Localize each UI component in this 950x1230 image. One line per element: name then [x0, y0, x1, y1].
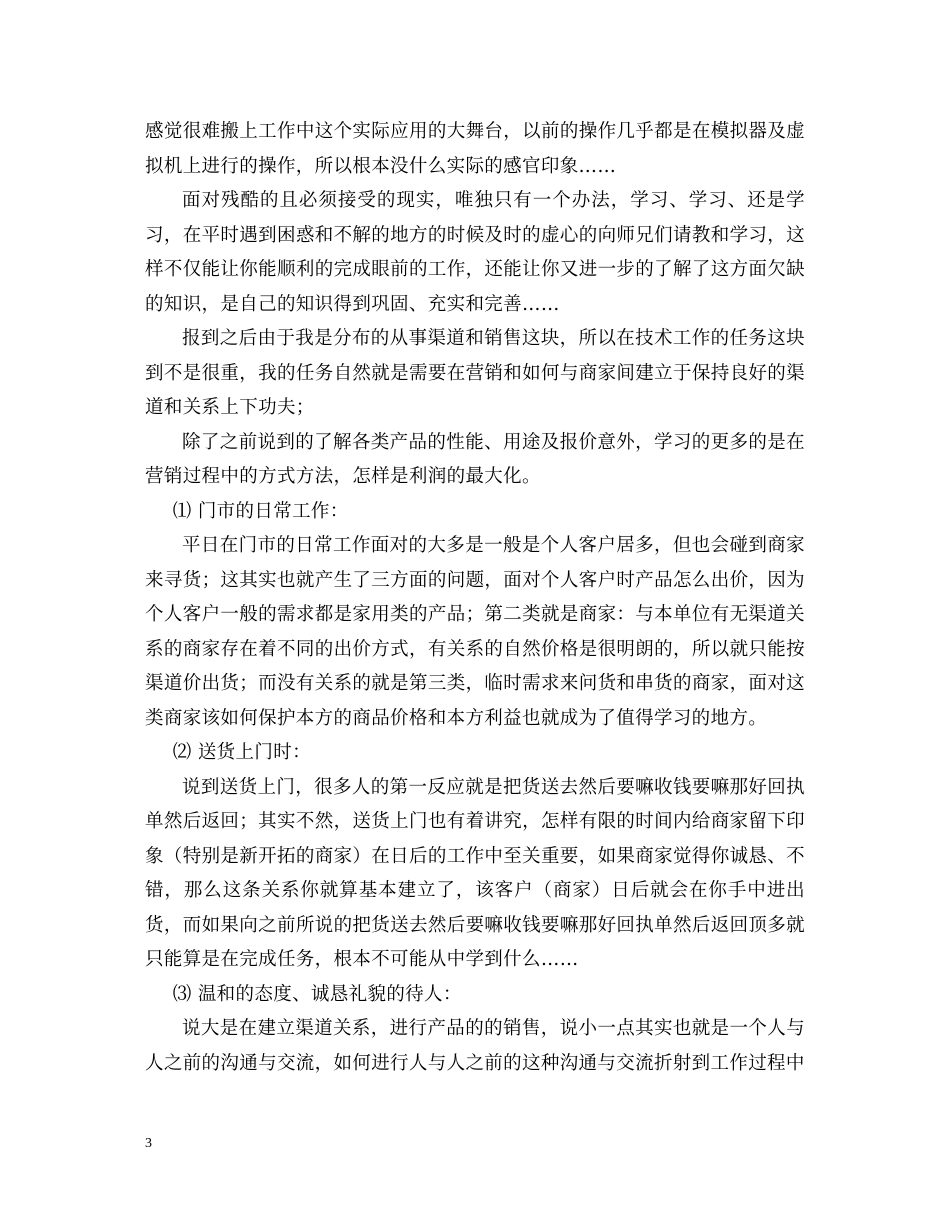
body-text: [145, 115, 805, 1081]
paragraph-marketing: 除了之前说到的了解各类产品的性能、用途及报价意外，学习的更多的是在营销过程中的方式方法，怎样是利润的最大化。: [145, 431, 805, 487]
section-heading-attitude: ⑶ 温和的态度、诚恳礼貌的待人：: [172, 983, 462, 1005]
page-number: 3: [145, 1136, 152, 1151]
section-heading-delivery: ⑵ 送货上门时：: [172, 742, 311, 763]
section-heading-store-work: ⑴ 门市的日常工作：: [172, 500, 349, 522]
paragraph-delivery: 说到送货上门，很多人的第一反应就是把货送去然后要嘛收钱要嘛那好回执单然后返回；其实不然，送货上门也有着讲究，怎样有限的时间内给商家留下印象（特别是新开拓的商家）在日后的工作中至关重要，如果商家觉得你诚恳、不错，那么这条关系你就算基本建立了，该客户（商家）日后就会在你手中进出货，而如果向之前所说的把货送去然后要嘛收钱要嘛那好回执单然后返回顶多就只能算是在完成任务，根本不可能从中学到什么……: [145, 776, 805, 970]
paragraph-learning: 面对残酷的且必须接受的现实，唯独只有一个办法，学习、学习、还是学习，在平时遇到困惑和不解的地方的时候及时的虚心的向师兄们请教和学习，这样不仅能让你能顺利的完成眼前的工作，还能让你又进一步的了解了这方面欠缺的知识，是自己的知识得到巩固、充实和完善……: [145, 190, 805, 315]
paragraph-store-work: 平日在门市的日常工作面对的大多是一般是个人客户居多，但也会碰到商家来寻货；这其实也就产生了三方面的问题，面对个人客户时产品怎么出价，因为个人客户一般的需求都是家用类的产品；第二类就是商家：与本单位有无渠道关系的商家存在着不同的出价方式，有关系的自然价格是很明朗的，所以就只能按渠道价出货；而没有关系的就是第三类，临时需求来问货和串货的商家，面对这类商家该如何保护本方的商品价格和本方利益也就成为了值得学习的地方。: [145, 535, 805, 729]
paragraph-channel-sales: 报到之后由于我是分布的从事渠道和销售这块，所以在技术工作的任务这块到不是很重，我的任务自然就是需要在营销和如何与商家间建立于保持良好的渠道和关系上下功夫；: [145, 328, 805, 418]
paragraph-continuation: 感觉很难搬上工作中这个实际应用的大舞台，以前的操作几乎都是在模拟器及虚拟机上进行的操作，所以根本没什么实际的感官印象……: [145, 121, 805, 177]
paragraph-attitude: 说大是在建立渠道关系，进行产品的的销售，说小一点其实也就是一个人与人之前的沟通与交流，如何进行人与人之前的这种沟通与交流折射到工作过程中: [145, 1018, 805, 1074]
